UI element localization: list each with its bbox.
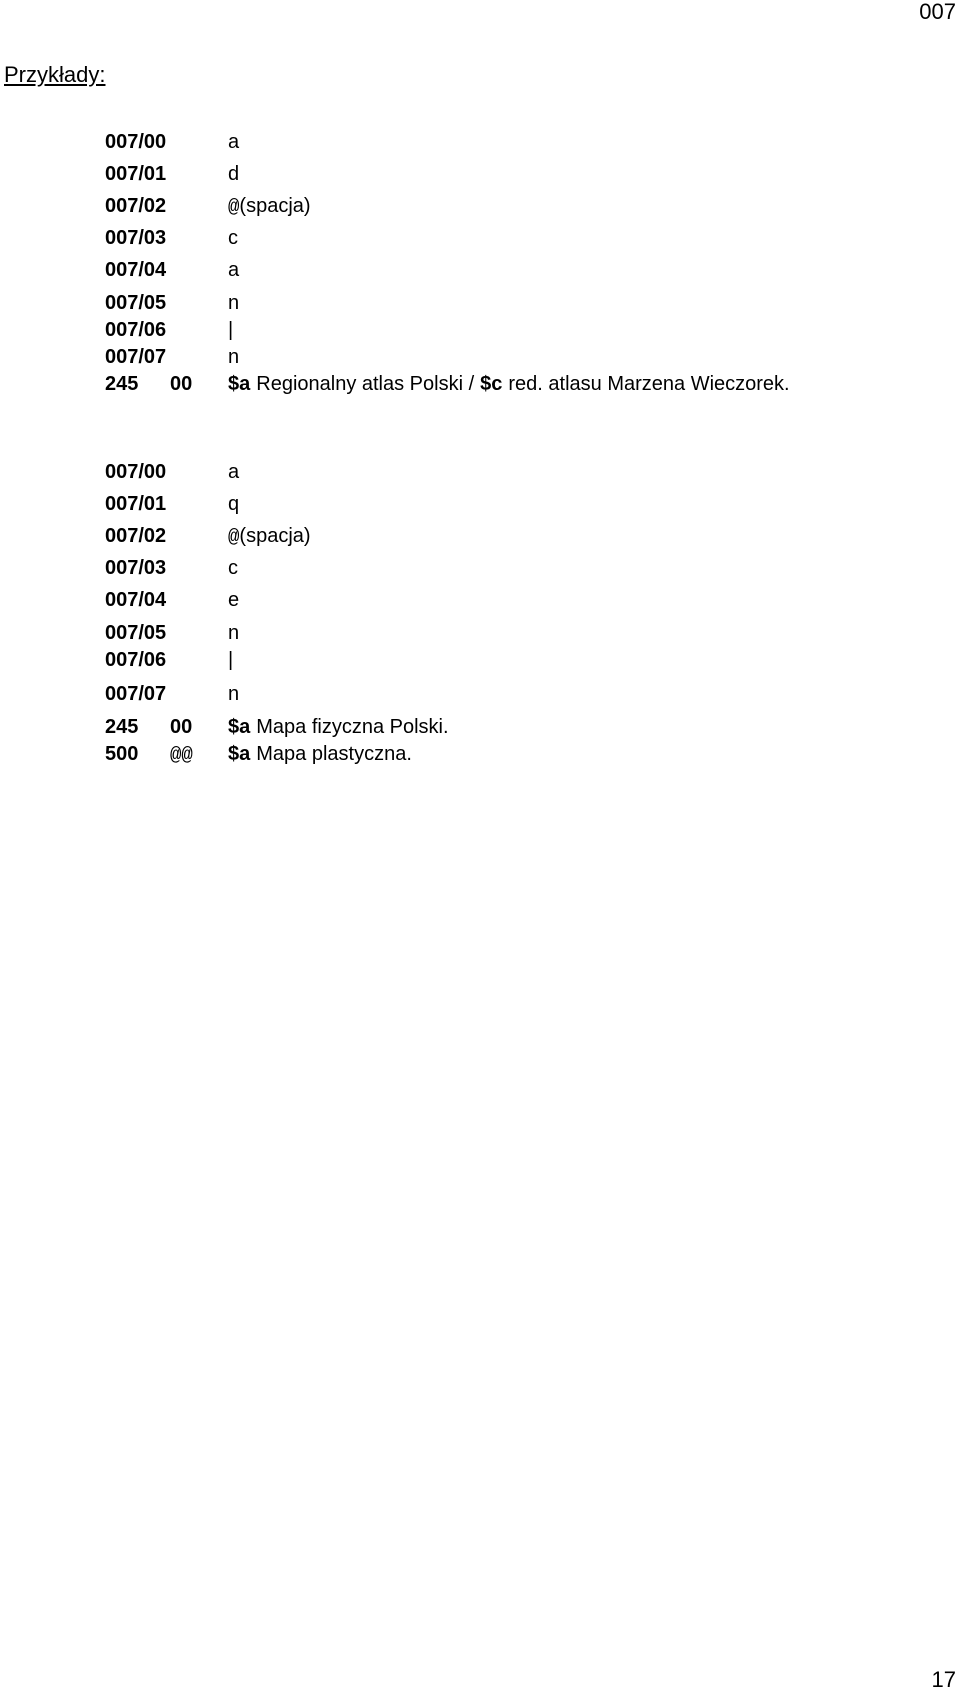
space-note: (spacja) bbox=[239, 195, 311, 217]
field-row bbox=[105, 647, 955, 674]
field-row bbox=[105, 584, 955, 616]
field-value: | bbox=[228, 319, 234, 341]
example-2 bbox=[105, 456, 955, 768]
field-row bbox=[105, 190, 955, 222]
field-245-row bbox=[105, 371, 955, 398]
field-tag: 007/06 bbox=[105, 649, 167, 671]
field-tag: 007/03 bbox=[105, 227, 167, 249]
field-indicators: 00 bbox=[170, 373, 193, 395]
field-value: n bbox=[228, 622, 240, 644]
field-value: c bbox=[228, 227, 238, 249]
field-tag: 007/01 bbox=[105, 493, 167, 515]
field-row bbox=[105, 158, 955, 190]
field-row bbox=[105, 126, 955, 158]
field-value: | bbox=[228, 649, 234, 671]
subfield-code: $a bbox=[228, 373, 251, 395]
field-value: n bbox=[228, 346, 240, 368]
subfield-code: $a bbox=[228, 743, 251, 765]
field-row bbox=[105, 488, 955, 520]
field-value: c bbox=[228, 557, 238, 579]
field-tag: 007/06 bbox=[105, 319, 167, 341]
subfield-text: Mapa fizyczna Polski. bbox=[256, 716, 449, 738]
page-number-footer: 17 bbox=[931, 1667, 956, 1692]
field-row bbox=[105, 222, 955, 254]
subfield-code: $c bbox=[480, 373, 503, 395]
field-row bbox=[105, 552, 955, 584]
field-indicators: @@ bbox=[170, 744, 193, 766]
field-value bbox=[228, 520, 311, 553]
field-tag: 007/05 bbox=[105, 622, 167, 644]
field-value: e bbox=[228, 589, 240, 611]
field-tag: 007/04 bbox=[105, 259, 167, 281]
field-tag: 245 bbox=[105, 373, 139, 395]
subfield-code: $a bbox=[228, 716, 251, 738]
field-tag: 007/04 bbox=[105, 589, 167, 611]
field-row bbox=[105, 520, 955, 552]
field-tag: 007/07 bbox=[105, 683, 167, 705]
field-value: a bbox=[228, 461, 240, 483]
space-note: (spacja) bbox=[239, 525, 311, 547]
field-value: d bbox=[228, 163, 240, 185]
field-tag: 245 bbox=[105, 716, 139, 738]
field-row bbox=[105, 678, 955, 710]
field-tag: 007/07 bbox=[105, 346, 167, 368]
space-symbol: @ bbox=[228, 196, 240, 218]
page-number-header: 007 bbox=[919, 0, 956, 24]
example-1 bbox=[105, 126, 955, 398]
field-tag: 007/00 bbox=[105, 131, 167, 153]
field-tag: 007/01 bbox=[105, 163, 167, 185]
subfield-text: Regionalny atlas Polski / bbox=[256, 373, 475, 395]
field-row bbox=[105, 456, 955, 488]
field-tag: 007/02 bbox=[105, 525, 167, 547]
field-row bbox=[105, 254, 955, 286]
field-value: q bbox=[228, 493, 240, 515]
field-value: n bbox=[228, 292, 240, 314]
field-value: a bbox=[228, 131, 240, 153]
space-symbol: @ bbox=[228, 526, 240, 548]
field-tag: 007/00 bbox=[105, 461, 167, 483]
field-tag: 007/02 bbox=[105, 195, 167, 217]
field-value bbox=[228, 190, 311, 223]
field-245-row bbox=[105, 714, 955, 741]
field-row bbox=[105, 317, 955, 344]
field-tag: 007/03 bbox=[105, 557, 167, 579]
subfield-text: Mapa plastyczna. bbox=[256, 743, 412, 765]
field-tag: 007/05 bbox=[105, 292, 167, 314]
field-row bbox=[105, 620, 955, 647]
field-value: a bbox=[228, 259, 240, 281]
subfield-text: red. atlasu Marzena Wieczorek. bbox=[508, 373, 790, 395]
section-title: Przykłady: bbox=[4, 62, 106, 87]
field-500-row bbox=[105, 741, 955, 768]
field-indicators: 00 bbox=[170, 716, 193, 738]
field-row bbox=[105, 290, 955, 317]
field-row bbox=[105, 344, 955, 371]
field-value: n bbox=[228, 683, 240, 705]
field-tag: 500 bbox=[105, 743, 139, 765]
